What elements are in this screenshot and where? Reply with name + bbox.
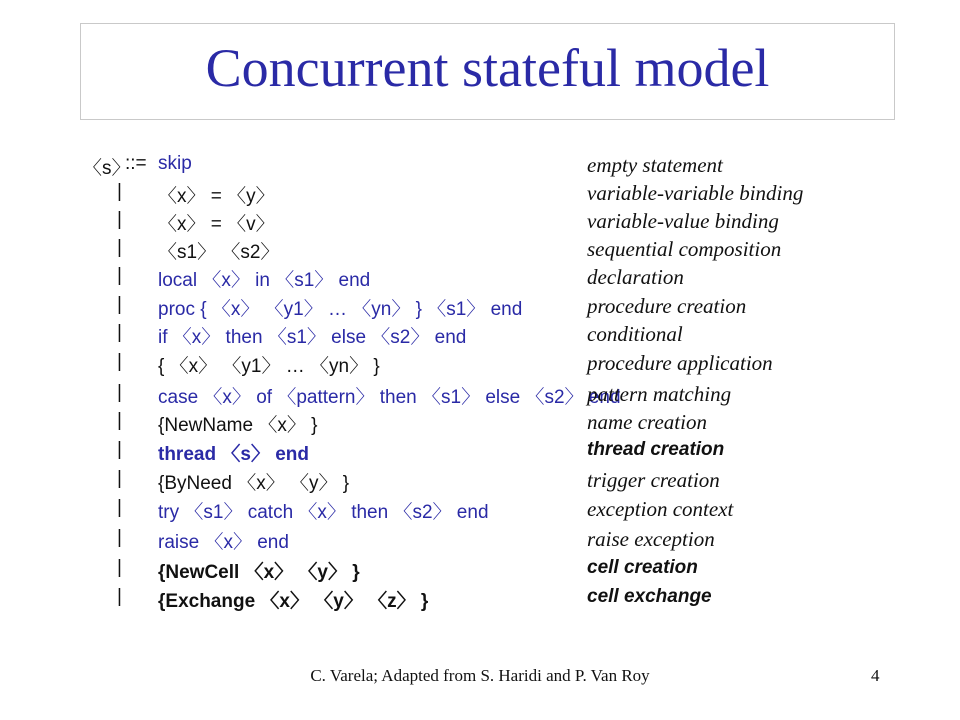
grammar-row: [0, 586, 960, 614]
grammar-description: cell exchange: [587, 586, 712, 607]
alternative-separator: |: [117, 586, 122, 607]
grammar-row: [0, 294, 960, 322]
grammar-code: {Exchange 〈x〉 〈y〉 〈z〉 }: [158, 591, 429, 612]
grammar-code: {NewName 〈x〉 }: [158, 415, 318, 436]
alternative-separator: |: [117, 557, 122, 578]
grammar-row: [0, 527, 960, 555]
alternative-separator: |: [117, 439, 122, 460]
grammar-description: variable-value binding: [587, 209, 779, 233]
slide-footer: C. Varela; Adapted from S. Haridi and P. Van Roy: [310, 666, 650, 685]
grammar-description: trigger creation: [587, 468, 720, 492]
grammar-code: raise 〈x〉 end: [158, 532, 289, 553]
grammar-description: procedure application: [587, 351, 773, 375]
grammar-code: 〈x〉 = 〈y〉: [158, 186, 275, 207]
grammar-row: [0, 181, 960, 209]
grammar-code: proc { 〈x〉 〈y1〉 … 〈yn〉 } 〈s1〉 end: [158, 299, 523, 320]
grammar-code: {NewCell 〈x〉 〈y〉 }: [158, 562, 360, 583]
alternative-separator: |: [117, 351, 122, 372]
alternative-separator: |: [117, 527, 122, 548]
alternative-separator: |: [117, 181, 122, 202]
grammar-code: 〈s1〉 〈s2〉: [158, 242, 280, 263]
grammar-description: sequential composition: [587, 237, 782, 261]
grammar-code: {ByNeed 〈x〉 〈y〉 }: [158, 473, 350, 494]
grammar-row: [0, 468, 960, 496]
grammar-description: cell creation: [587, 557, 698, 578]
grammar-code: try 〈s1〉 catch 〈x〉 then 〈s2〉 end: [158, 502, 489, 523]
grammar-row: [0, 351, 960, 379]
grammar-row: [0, 209, 960, 237]
alternative-separator: |: [117, 209, 122, 230]
grammar-row: [0, 265, 960, 293]
definition-operator: ::=: [125, 153, 147, 174]
alternative-separator: |: [117, 322, 122, 343]
grammar-row: [0, 237, 960, 265]
alternative-separator: |: [117, 497, 122, 518]
grammar-description: pattern matching: [587, 382, 732, 406]
grammar-description: conditional: [587, 322, 683, 346]
grammar-code: case 〈x〉 of 〈pattern〉 then 〈s1〉 else 〈s2〉 end: [158, 387, 621, 408]
grammar-description: name creation: [587, 410, 707, 434]
grammar-description: exception context: [587, 497, 734, 521]
alternative-separator: |: [117, 468, 122, 489]
grammar-code: { 〈x〉 〈y1〉 … 〈yn〉 }: [158, 356, 380, 377]
grammar-description: thread creation: [587, 439, 725, 460]
alternative-separator: |: [117, 294, 122, 315]
grammar-code: 〈x〉 = 〈v〉: [158, 214, 275, 235]
alternative-separator: |: [117, 410, 122, 431]
grammar-row: [0, 557, 960, 585]
alternative-separator: |: [117, 237, 122, 258]
grammar-row: [0, 382, 960, 410]
grammar-lhs: 〈s〉: [83, 158, 131, 179]
page-number: 4: [871, 666, 880, 685]
grammar-code: if 〈x〉 then 〈s1〉 else 〈s2〉 end: [158, 327, 467, 348]
grammar-code: skip: [158, 153, 192, 174]
grammar-row: [0, 153, 960, 181]
title-box: [80, 23, 895, 120]
grammar-description: raise exception: [587, 527, 715, 551]
grammar-code: thread 〈s〉 end: [158, 444, 309, 465]
grammar-row: [0, 439, 960, 467]
grammar-description: empty statement: [587, 153, 723, 177]
grammar-description: variable-variable binding: [587, 181, 804, 205]
grammar-code: local 〈x〉 in 〈s1〉 end: [158, 270, 371, 291]
grammar-description: procedure creation: [587, 294, 747, 318]
grammar-row: [0, 410, 960, 438]
grammar-row: [0, 497, 960, 525]
slide-title: Concurrent stateful model: [205, 38, 770, 98]
grammar-description: declaration: [587, 265, 684, 289]
alternative-separator: |: [117, 382, 122, 403]
grammar-row: [0, 322, 960, 350]
alternative-separator: |: [117, 265, 122, 286]
